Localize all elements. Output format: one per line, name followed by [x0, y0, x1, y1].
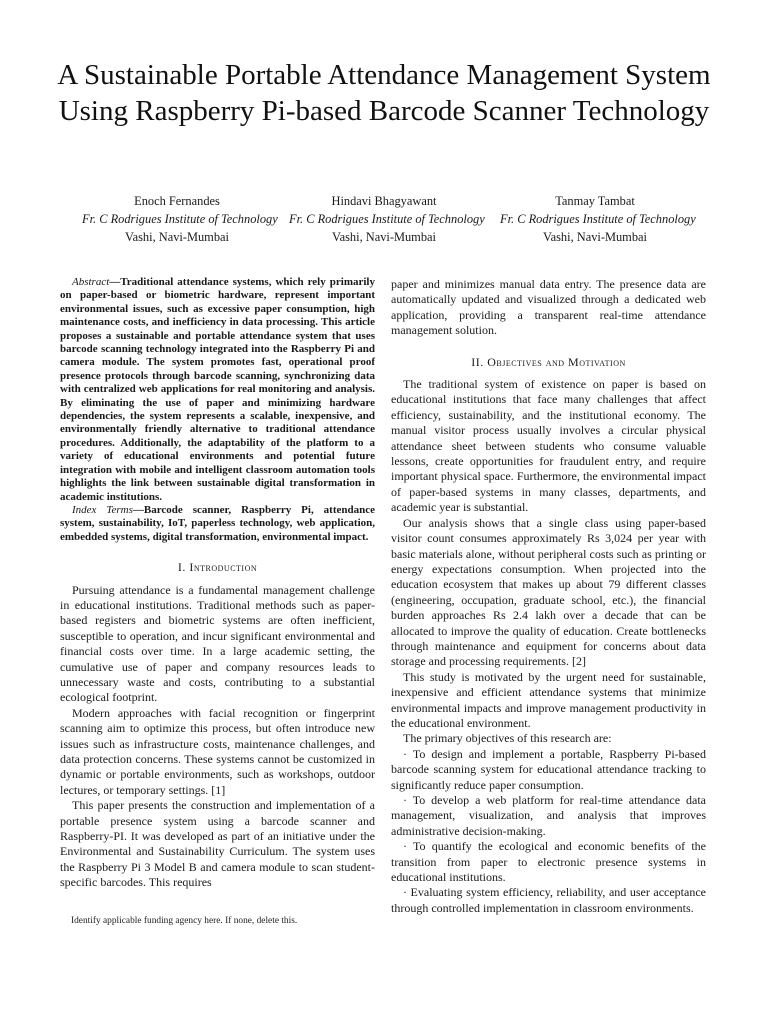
list-item: · Evaluating system efficiency, reliability, and user acceptance through controlled implementation in classroom environments.: [391, 885, 706, 915]
section-heading-objectives: II. Objectives and Motivation: [471, 354, 626, 369]
paragraph: Pursuing attendance is a fundamental management challenge in educational institutions. Traditional methods such as paper-based registers and biometric systems are often inefficient, susceptible to operation, and incur significant environmental and financial costs over time. In a large academic setting, the cumulative use of paper and company resources leads to unnecessary waste and costs, contributing to a substantial ecological footprint.: [60, 582, 375, 705]
author-block-3: [500, 192, 696, 246]
paragraph: The primary objectives of this research are:: [403, 731, 612, 746]
author-name: Enoch Fernandes: [134, 194, 220, 208]
author-affiliation: Fr. C Rodrigues Institute of Technology: [82, 212, 278, 226]
list-item: · To quantify the ecological and economic benefits of the transition from paper to electronic presence systems in educational institutions.: [391, 839, 706, 885]
author-location: Vashi, Navi-Mumbai: [543, 230, 647, 244]
author-name: Tanmay Tambat: [555, 194, 635, 208]
author-block-1: [82, 192, 278, 246]
footnote: Identify applicable funding agency here. If none, delete this.: [71, 916, 298, 926]
paper-title: A Sustainable Portable Attendance Management System Using Raspberry Pi-based Barcode Scanner Technology: [57, 59, 711, 127]
index-terms-lead: Index Terms: [72, 503, 133, 516]
abstract-lead: Abstract: [72, 276, 110, 288]
section-heading-introduction: I. Introduction: [177, 560, 258, 575]
author-location: Vashi, Navi-Mumbai: [332, 230, 436, 244]
author-location: Vashi, Navi-Mumbai: [125, 230, 229, 244]
right-column: [391, 277, 706, 916]
paragraph: Modern approaches with facial recognition or fingerprint scanning aim to optimize this process, but often introduce new issues such as infrastructure costs, maintenance challenges, and data protection concerns. These systems cannot be customized in dynamic or portable environments, such as workshops, outdoor lectures, or temporary settings. [1]: [60, 705, 375, 797]
index-terms: [60, 504, 375, 544]
author-affiliation: Fr. C Rodrigues Institute of Technology: [500, 212, 696, 226]
paragraph: The traditional system of existence on paper is based on educational institutions that face many challenges that affect efficiency, sustainability, and the institutional economy. The manual visitor process usually involves a circular physical attendance sheet between students who consume valuable lessons, create opportunities for fraudulent entry, and require important physical space. Furthermore, the environmental impact of paper-based systems in many classes, departments, and academic year is substantial.: [391, 377, 706, 515]
paragraph: Our analysis shows that a single class using paper-based visitor count consumes approximately Rs 3,024 per year with basic materials alone, without peripheral costs such as printing or energy expectations consumption. When projected into the education ecosystem that makes up about 79 different classes (engineering, occupation, graduate school, etc.), the financial burden approaches Rs 2.4 lakh over a decade that can be allocated to improve the quality of education. Create bottlenecks through maintenance and equipment for concerns about data storage and processing requirements. [2]: [391, 515, 706, 669]
author-name: Hindavi Bhagyawant: [331, 194, 437, 208]
abstract-text: —Traditional attendance systems, which rely primarily on paper-based or biometric hardware, represent important environmental issues, such as excessive paper consumption, high maintenance costs, and inefficiency in data processing. This article proposes a sustainable and portable attendance system that uses barcode scanning technology integrated into the Raspberry Pi and camera module. The system promotes fast, operational proof presence protocols through barcode scanning, synchronizing data with centralized web applications for real monitoring and analysis. By eliminating the use of paper and minimizing hardware dependencies, the system represents a scalable, inexpensive, and environmentally friendly alternative to traditional attendance procedures. Additionally, the adaptability of the platform to a variety of educational environments and potential future integration with mobile and intelligent classroom automation tools highlights the link between sustainable digital transformation in academic institutions.: [60, 276, 375, 503]
paragraph: This study is motivated by the urgent need for sustainable, inexpensive and efficient attendance systems that minimize environmental impacts and improve management productivity in the educational environment.: [391, 669, 706, 730]
author-block-2: [289, 192, 485, 246]
author-affiliation: Fr. C Rodrigues Institute of Technology: [289, 212, 485, 226]
abstract: [60, 276, 375, 504]
index-terms-text: —Barcode scanner, Raspberry Pi, attendance system, sustainability, IoT, paperless technology, web application, embedded systems, digital transformation, environmental impact.: [60, 503, 375, 543]
paragraph: This paper presents the construction and implementation of a portable presence system using a barcode scanner and Raspberry-PI. It was developed as part of an initiative under the Environmental and Sustainability Curriculum. The system uses the Raspberry Pi 3 Model B and camera module to scan student-specific barcodes. This requires: [60, 798, 375, 890]
list-item: · To design and implement a portable, Raspberry Pi-based barcode scanning system for educational attendance tracking to significantly reduce paper consumption.: [391, 746, 706, 792]
paragraph-continued: paper and minimizes manual data entry. The presence data are automatically updated and visualized through a dedicated web application, providing a transparent real-time attendance management solution.: [391, 277, 706, 338]
list-item: · To develop a web platform for real-time attendance data management, visualization, and analysis that improves administrative decision-making.: [391, 793, 706, 838]
left-column: [60, 276, 375, 891]
